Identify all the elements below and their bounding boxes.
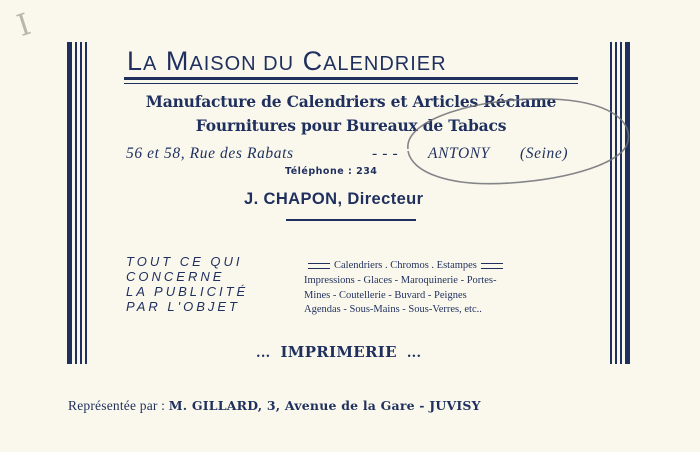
title-part: M: [157, 46, 190, 76]
slogan-line: CONCERNE: [126, 269, 225, 284]
representative-label: Représentée par :: [68, 398, 166, 413]
product-row: Mines - Coutellerie - Buvard - Peignes: [304, 289, 467, 301]
leading-dots: ...: [256, 346, 271, 361]
double-dash-ornament: [308, 263, 330, 269]
title-rule-thin: [124, 83, 578, 84]
double-dash-ornament: [481, 263, 503, 269]
slogan: [126, 254, 248, 314]
address-separator: - - -: [372, 145, 399, 162]
product-text: Calendriers . Chromos . Estampes: [334, 260, 477, 271]
company-title: [127, 46, 577, 77]
director-line: [244, 190, 423, 209]
representative-details: M. GILLARD, 3, Avenue de la Gare - JUVISY: [168, 398, 481, 413]
title-part: C: [294, 46, 324, 76]
slogan-line: LA PUBLICITÉ: [126, 284, 249, 299]
printing-label: IMPRIMERIE: [280, 343, 397, 361]
product-row: [304, 259, 507, 274]
title-part: A: [143, 53, 158, 75]
product-list: [304, 259, 507, 318]
street-address: 56 et 58, Rue des Rabats: [126, 145, 294, 162]
product-row: Impressions - Glaces - Maroquinerie - Portes-: [304, 274, 497, 286]
title-part: L: [127, 46, 144, 76]
title-part: ALENDRIER: [323, 53, 447, 75]
slogan-line: PAR L'OBJET: [126, 299, 240, 314]
city: ANTONY: [428, 145, 490, 162]
subtitle-line-2: Fournitures pour Bureaux de Tabacs: [195, 116, 507, 135]
director-rule: [286, 219, 416, 221]
trailing-dots: ...: [406, 346, 422, 361]
phone-label: Téléphone :: [285, 166, 353, 177]
title-part: DU: [256, 53, 295, 75]
slogan-line: TOUT CE QUI: [126, 254, 243, 269]
printing-line: [246, 343, 431, 361]
product-row: Agendas - Sous-Mains - Sous-Verres, etc..: [304, 304, 482, 316]
pencil-mark: I: [12, 7, 35, 44]
director-name: J. CHAPON,: [244, 190, 343, 208]
director-role: Directeur: [347, 190, 424, 208]
region: (Seine): [520, 145, 569, 162]
representative-line: [68, 398, 481, 414]
subtitle-line-1: Manufacture de Calendriers et Articles Réclame: [145, 92, 557, 111]
telephone: [285, 166, 377, 177]
phone-number: 234: [356, 166, 378, 177]
title-rule-thick: [124, 77, 578, 80]
title-part: AISON: [189, 53, 257, 75]
